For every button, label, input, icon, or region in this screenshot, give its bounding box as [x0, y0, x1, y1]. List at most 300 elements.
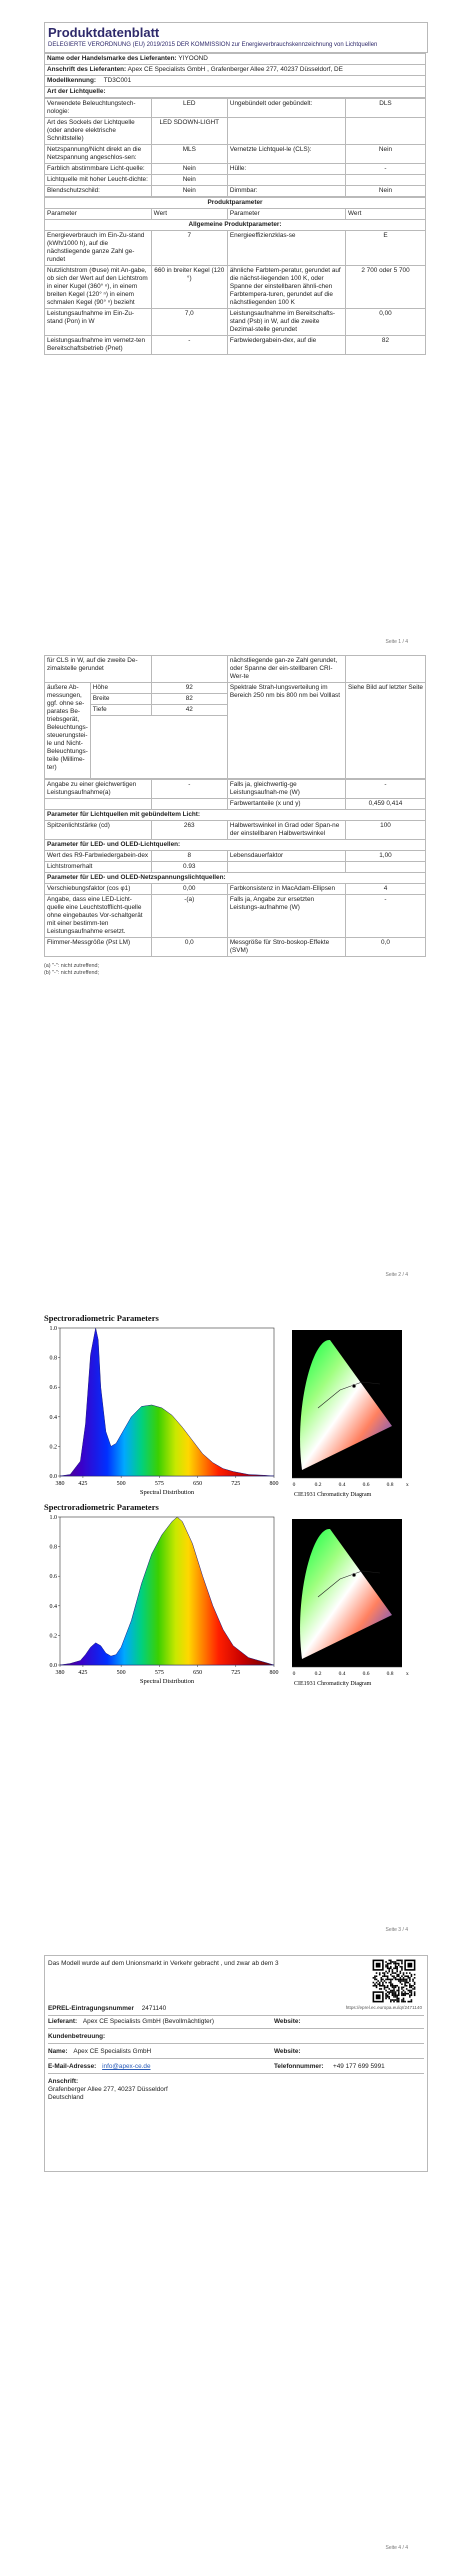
qr-module — [404, 1975, 406, 1977]
table-cell: Lichtstromerhalt — [45, 862, 152, 873]
qr-module — [396, 1971, 398, 1973]
qr-module — [374, 1985, 376, 1987]
table-row — [45, 308, 426, 335]
cie-x-tick-label: 0.6 — [362, 1671, 370, 1677]
cie-x-tick-label: 0.8 — [386, 1482, 394, 1488]
qr-module — [414, 1982, 416, 1984]
dim-width-value: 82 — [151, 694, 227, 705]
qr-module — [374, 1977, 376, 1979]
table-cell: - — [151, 335, 227, 354]
dim-width-label: Breite — [90, 694, 151, 705]
table-cell: Leistungsaufnahme im Ein-Zu-stand (Pon) in W — [45, 308, 152, 335]
qr-module — [390, 1968, 392, 1970]
dim-depth-value: 42 — [151, 705, 227, 716]
qr-module — [406, 1988, 408, 1990]
page-2 — [0, 655, 452, 1278]
qr-module — [393, 1996, 395, 1998]
qr-module — [376, 1985, 378, 1987]
qr-module — [403, 1979, 405, 1981]
qr-module — [396, 1969, 398, 1971]
table-cell: Nein — [151, 185, 227, 196]
qr-module — [388, 1969, 390, 1971]
x-tick-label: 575 — [154, 1670, 164, 1676]
qr-module — [401, 1975, 403, 1977]
chromaticity-point — [352, 1573, 356, 1577]
qr-module — [388, 1998, 390, 2000]
qr-module — [385, 1961, 387, 1963]
qr-module — [395, 1987, 397, 1989]
qr-module — [406, 1993, 408, 1995]
qr-module — [404, 1994, 406, 1996]
qr-module — [376, 1975, 378, 1977]
qr-module — [395, 1968, 397, 1970]
qr-module — [401, 1993, 403, 1995]
table-cell: Hülle: — [227, 163, 345, 174]
table-cell: - — [345, 163, 425, 174]
table-cell: 100 — [345, 821, 425, 840]
datasheet-header — [44, 22, 428, 53]
table-cell: 0,00 — [345, 308, 425, 335]
page-number: Seite 2 / 4 — [385, 1272, 408, 1278]
qr-module — [400, 1982, 402, 1984]
page-number: Seite 1 / 4 — [385, 639, 408, 645]
cie-x-axis-label: x — [406, 1482, 409, 1488]
qr-module — [379, 1974, 381, 1976]
qr-module — [385, 1979, 387, 1981]
qr-module — [393, 1991, 395, 1993]
table-cell: LED — [151, 98, 227, 117]
cie-caption: CIE1931 Chromaticity Diagram — [294, 1681, 372, 1687]
qr-module — [407, 1975, 409, 1977]
eprel-label: EPREL-Eintragungsnummer — [48, 2005, 134, 2012]
model-value: TD3C001 — [103, 76, 132, 84]
qr-module — [396, 1979, 398, 1981]
qr-module — [407, 1990, 409, 1992]
table-cell: Lebensdauerfaktor — [227, 851, 345, 862]
phone-value: +49 177 699 5991 — [333, 2063, 385, 2070]
qr-module — [395, 1979, 397, 1981]
qr-module — [403, 1994, 405, 1996]
qr-module — [407, 2001, 409, 2003]
table-cell: 263 — [151, 821, 227, 840]
qr-module — [398, 1991, 400, 1993]
qr-module — [392, 1990, 394, 1992]
qr-module — [395, 1996, 397, 1998]
qr-module — [411, 1990, 413, 1992]
qr-module — [409, 1977, 411, 1979]
table-cell: - — [345, 895, 425, 938]
name-row — [48, 2048, 424, 2059]
qr-module — [385, 1996, 387, 1998]
qr-module — [414, 1987, 416, 1989]
table-cell — [345, 117, 425, 144]
qr-module — [401, 1968, 403, 1970]
qr-module — [385, 1971, 387, 1973]
table-row — [45, 884, 426, 895]
qr-module — [376, 1987, 378, 1989]
dimensions-label: äußere Ab-messungen, ggf. ohne se-parates Be-triebsgerät, Beleuchtungs-steuerungstei-le und Nicht-Beleuchtungs-teile (Millime-ter) — [45, 683, 91, 779]
email-link[interactable]: info@apex-ce.de — [102, 2063, 151, 2070]
chart-title-1: Spectroradiometric Parameters — [44, 1313, 159, 1323]
footnotes — [44, 963, 452, 977]
page-title: Produktdatenblatt — [48, 25, 160, 40]
qr-module — [384, 1985, 386, 1987]
qr-module — [388, 1988, 390, 1990]
y-tick-label: 0.8 — [49, 1544, 57, 1551]
qr-module — [385, 1987, 387, 1989]
qr-module — [387, 1994, 389, 1996]
dim-depth-label: Tiefe — [90, 705, 151, 716]
table-row — [45, 821, 426, 840]
table-cell: 0,459 0,414 — [345, 799, 425, 810]
dim-height-value: 92 — [151, 683, 227, 694]
y-tick-label: 1.0 — [49, 1326, 57, 1332]
qr-module — [393, 1963, 395, 1965]
qr-module — [387, 1996, 389, 1998]
qr-module — [390, 1982, 392, 1984]
qr-module — [406, 1982, 408, 1984]
supplier-table — [44, 53, 426, 98]
table-row — [45, 683, 426, 694]
qr-module — [392, 1985, 394, 1987]
table-cell — [345, 174, 425, 185]
qr-module — [387, 1975, 389, 1977]
table-row — [45, 144, 426, 163]
qr-module — [396, 1968, 398, 1970]
cie-x-tick-label: 0.4 — [338, 1671, 346, 1677]
table-cell: Nein — [345, 185, 425, 196]
qr-module — [379, 1988, 381, 1990]
table-cell — [151, 799, 227, 810]
table-cell: Angabe zu einer gleichwertigen Leistungsaufnahme(a) — [45, 780, 152, 799]
y-tick-label: 0.4 — [49, 1603, 57, 1610]
table-cell: Verwendete Beleuchtungstech-nologie: — [45, 98, 152, 117]
x-tick-label: 500 — [116, 1481, 126, 1487]
qr-module — [381, 1977, 383, 1979]
qr-module — [385, 1993, 387, 1995]
x-axis-caption: Spectral Distribution — [139, 1489, 195, 1496]
qr-module — [385, 1998, 387, 2000]
qr-module — [393, 1972, 395, 1974]
qr-module — [401, 2001, 403, 2003]
supplier-address-label: Anschrift des Lieferanten: — [47, 65, 127, 73]
chart-title-2: Spectroradiometric Parameters — [44, 1502, 159, 1512]
qr-module — [400, 1977, 402, 1979]
qr-module — [387, 1968, 389, 1970]
qr-module — [395, 1977, 397, 1979]
qr-module — [390, 1999, 392, 2001]
table-cell: Falls ja, gleichwertig-ge Leistungsaufnah-me (W) — [227, 780, 345, 799]
qr-module — [390, 1980, 392, 1982]
qr-module — [387, 1963, 389, 1965]
qr-module — [411, 1985, 413, 1987]
qr-code-icon[interactable] — [371, 1958, 417, 2004]
qr-module — [374, 1983, 376, 1985]
x-tick-label: 800 — [269, 1670, 279, 1676]
qr-module — [414, 1983, 416, 1985]
product-params-table — [44, 197, 426, 355]
qr-module — [411, 1987, 413, 1989]
footnote-a: (a) "-": nicht zutreffend; — [44, 963, 99, 969]
qr-module — [403, 1998, 405, 2000]
qr-module — [400, 1971, 402, 1973]
qr-module — [409, 1991, 411, 1993]
mains-label: Parameter für LED- und OLED-Netzspannungslichtquellen: — [45, 873, 426, 884]
qr-module — [412, 1980, 414, 1982]
cie-x-tick-label: 0.6 — [362, 1482, 370, 1488]
qr-module — [390, 1966, 392, 1968]
qr-module — [401, 1999, 403, 2001]
cie-diagram-2 — [288, 1515, 408, 1690]
qr-module — [398, 1980, 400, 1982]
table-cell: Lichtquelle mit hoher Leucht-dichte: — [45, 174, 152, 185]
table-row — [45, 938, 426, 957]
qr-module — [412, 1988, 414, 1990]
qr-module — [401, 1966, 403, 1968]
qr-module — [385, 1966, 387, 1968]
qr-module — [392, 1983, 394, 1985]
cie-x-axis-label: x — [406, 1671, 409, 1677]
qr-module — [401, 1983, 403, 1985]
qr-module — [401, 1961, 403, 1963]
qr-module — [388, 1979, 390, 1981]
qr-module — [390, 1974, 392, 1976]
qr-module — [379, 1982, 381, 1984]
qr-module — [390, 1961, 392, 1963]
qr-module — [393, 1977, 395, 1979]
table-cell: Messgröße für Stro-boskop-Effekte (SVM) — [227, 938, 345, 957]
table-cell: 0,0 — [345, 938, 425, 957]
qr-module — [400, 1960, 402, 1962]
qr-module — [388, 1971, 390, 1973]
address-line-2: Deutschland — [48, 2094, 84, 2101]
table-cell: Flimmer-Messgröße (Pst LM) — [45, 938, 152, 957]
eprel-url-link[interactable]: https://eprel.ec.europa.eu/qr/2471140 — [345, 2005, 422, 2010]
qr-module — [409, 1983, 411, 1985]
qr-module — [395, 1963, 397, 1965]
qr-module — [403, 2001, 405, 2003]
table-cell: 2 700 oder 5 700 — [345, 265, 425, 308]
qr-module — [395, 1961, 397, 1963]
dim-height-label: Höhe — [90, 683, 151, 694]
table-cell: Energieeffizienzklas-se — [227, 230, 345, 265]
qr-module — [404, 2001, 406, 2003]
table-cell: -(a) — [151, 895, 227, 938]
qr-module — [406, 1980, 408, 1982]
mains-rows — [45, 884, 426, 957]
qr-module — [401, 1991, 403, 1993]
qr-module — [409, 1994, 411, 1996]
qr-module — [376, 1972, 378, 1974]
email-row — [48, 2063, 424, 2074]
qr-module — [381, 1979, 383, 1981]
table-cell: Dimmbar: — [227, 185, 345, 196]
qr-module — [395, 1994, 397, 1996]
address-block — [48, 2078, 424, 2102]
table-cell: 0.93 — [151, 862, 227, 873]
table-cell: Nutzlichtstrom (Φuse) mit An-gabe, ob sich der Wert auf den Lichtstrom in einer Kugel (360° ⁿ), in einem breiten Kegel (120° ⁿ) in einem schmalen Kegel (90° ⁿ) bezieht — [45, 265, 152, 308]
supplier-name-label: Name oder Handelsmarke des Lieferanten: — [47, 54, 177, 62]
table-row — [45, 117, 426, 144]
qr-module — [409, 1972, 411, 1974]
address-label: Anschrift: — [48, 2078, 79, 2085]
qr-module — [376, 1982, 378, 1984]
table-cell: 7 — [151, 230, 227, 265]
qr-module — [388, 1982, 390, 1984]
qr-module — [400, 1972, 402, 1974]
qr-module — [398, 1990, 400, 1992]
qr-module — [393, 2001, 395, 2003]
qr-module — [409, 1985, 411, 1987]
phone-label: Telefonnummer: — [274, 2063, 324, 2070]
market-intro: Das Modell wurde auf dem Unionsmarkt in Verkehr gebracht , und zwar ab dem 3 — [48, 1960, 279, 1967]
qr-module — [414, 1988, 416, 1990]
qr-module — [395, 1966, 397, 1968]
table-cell: Verschiebungsfaktor (cos φ1) — [45, 884, 152, 895]
qr-module — [407, 1993, 409, 1995]
qr-module — [404, 1993, 406, 1995]
table-cell: E — [345, 230, 425, 265]
qr-module — [409, 1990, 411, 1992]
qr-module — [398, 1975, 400, 1977]
address-line-1: Grafenberger Allee 277, 40237 Düsseldorf — [48, 2086, 168, 2093]
table-cell — [227, 174, 345, 185]
qr-module — [392, 1975, 394, 1977]
table-row — [45, 230, 426, 265]
qr-module — [404, 1985, 406, 1987]
qr-module — [401, 1980, 403, 1982]
qr-module — [388, 1960, 390, 1962]
table-cell: Halbwertswinkel in Grad oder Span-ne der einstellbaren Halbwertswinkel — [227, 821, 345, 840]
qr-module — [390, 1985, 392, 1987]
table-cell: MLS — [151, 144, 227, 163]
qr-module — [403, 1972, 405, 1974]
qr-module — [390, 1990, 392, 1992]
table-row — [45, 174, 426, 185]
y-tick-label: 0.4 — [49, 1414, 57, 1421]
website-label: Website: — [274, 2018, 301, 2025]
qr-module — [407, 1982, 409, 1984]
x-tick-label: 650 — [193, 1481, 203, 1487]
qr-module — [396, 1994, 398, 1996]
qr-module — [414, 1994, 416, 1996]
table-cell: - — [345, 780, 425, 799]
qr-module — [387, 1972, 389, 1974]
qr-module — [396, 1975, 398, 1977]
led-label: Parameter für LED- und OLED-Lichtquellen: — [45, 840, 426, 851]
qr-module — [384, 1972, 386, 1974]
qr-module — [404, 1983, 406, 1985]
table-cell: Ungebündelt oder gebündelt: — [227, 98, 345, 117]
qr-module — [398, 1988, 400, 1990]
qr-module — [411, 1999, 413, 2001]
table-cell: ähnliche Farbtem-peratur, gerundet auf die nächst-liegenden 100 K, oder Spanne der einstellbaren ähnli-chen Farbtempera-turen, gerundet auf die nächstliegenden 100 K — [227, 265, 345, 308]
qr-module — [400, 1966, 402, 1968]
table-cell: 0,00 — [151, 884, 227, 895]
qr-module — [398, 1974, 400, 1976]
name-label: Name: — [48, 2048, 68, 2055]
table-cell: 0,0 — [151, 938, 227, 957]
x-tick-label: 380 — [55, 1481, 65, 1487]
qr-module — [388, 1991, 390, 1993]
spectral-chart-1 — [40, 1324, 282, 1496]
qr-module — [398, 1993, 400, 1995]
qr-module — [385, 1975, 387, 1977]
qr-module — [393, 1975, 395, 1977]
spectral-chart-2 — [40, 1513, 282, 1685]
qr-module — [395, 1985, 397, 1987]
light-type-label: Art der Lichtquelle: — [45, 86, 426, 97]
qr-module — [398, 1999, 400, 2001]
qr-module — [398, 1964, 400, 1966]
qr-module — [377, 1983, 379, 1985]
qr-module — [395, 1991, 397, 1993]
x-tick-label: 725 — [231, 1481, 241, 1487]
qr-module — [390, 2001, 392, 2003]
qr-module — [384, 1988, 386, 1990]
y-tick-label: 0.2 — [49, 1633, 57, 1640]
qr-module — [384, 1974, 386, 1976]
eprel-value: 2471140 — [141, 2005, 167, 2012]
qr-module — [384, 1975, 386, 1977]
qr-module — [395, 1972, 397, 1974]
qr-module — [392, 1971, 394, 1973]
table-cell: Farbwiedergabein-dex, auf die — [227, 335, 345, 354]
qr-module — [400, 1979, 402, 1981]
qr-module — [409, 1979, 411, 1981]
table-cell — [227, 117, 345, 144]
y-tick-label: 0.0 — [49, 1663, 57, 1669]
supplier-value: Apex CE Specialists GmbH (Bevollmächtigter) — [82, 2018, 214, 2025]
cie-chromaticity-chart — [288, 1326, 408, 1498]
qr-module — [403, 1974, 405, 1976]
qr-module — [398, 2001, 400, 2003]
cie-x-tick-label: 0.4 — [338, 1482, 346, 1488]
table-row — [45, 265, 426, 308]
table-cell: - — [151, 780, 227, 799]
qr-module — [385, 1990, 387, 1992]
qr-module — [401, 1988, 403, 1990]
cie-diagram-1 — [288, 1326, 408, 1501]
qr-module — [385, 1964, 387, 1966]
qr-module — [395, 1999, 397, 2001]
qr-module — [392, 1994, 394, 1996]
qr-module — [411, 1974, 413, 1976]
qr-module — [381, 1985, 383, 1987]
qr-module — [396, 2001, 398, 2003]
qr-module — [387, 1991, 389, 1993]
qr-module — [376, 1979, 378, 1981]
qr-module — [396, 1966, 398, 1968]
x-tick-label: 725 — [231, 1670, 241, 1676]
qr-module — [382, 1985, 384, 1987]
cie-caption: CIE1931 Chromaticity Diagram — [294, 1492, 372, 1498]
directional-label: Parameter für Lichtquellen mit gebündeltem Licht: — [45, 810, 426, 821]
eprel-row — [48, 2005, 424, 2016]
qr-module — [406, 1972, 408, 1974]
table-cell: Farbkonsistenz in MacAdam-Ellipsen — [227, 884, 345, 895]
qr-module — [382, 1979, 384, 1981]
qr-module — [377, 1980, 379, 1982]
table-cell: Spitzenlichtstärke (cd) — [45, 821, 152, 840]
qr-module — [390, 1991, 392, 1993]
spectral-label: Spektrale Strah-lungsverteilung im Bereich 250 nm bis 800 nm bei Volllast — [227, 683, 345, 779]
qr-module — [398, 1960, 400, 1962]
qr-module — [409, 1987, 411, 1989]
qr-module — [401, 1994, 403, 1996]
params-a-rows — [45, 780, 426, 810]
qr-module — [398, 1998, 400, 2000]
